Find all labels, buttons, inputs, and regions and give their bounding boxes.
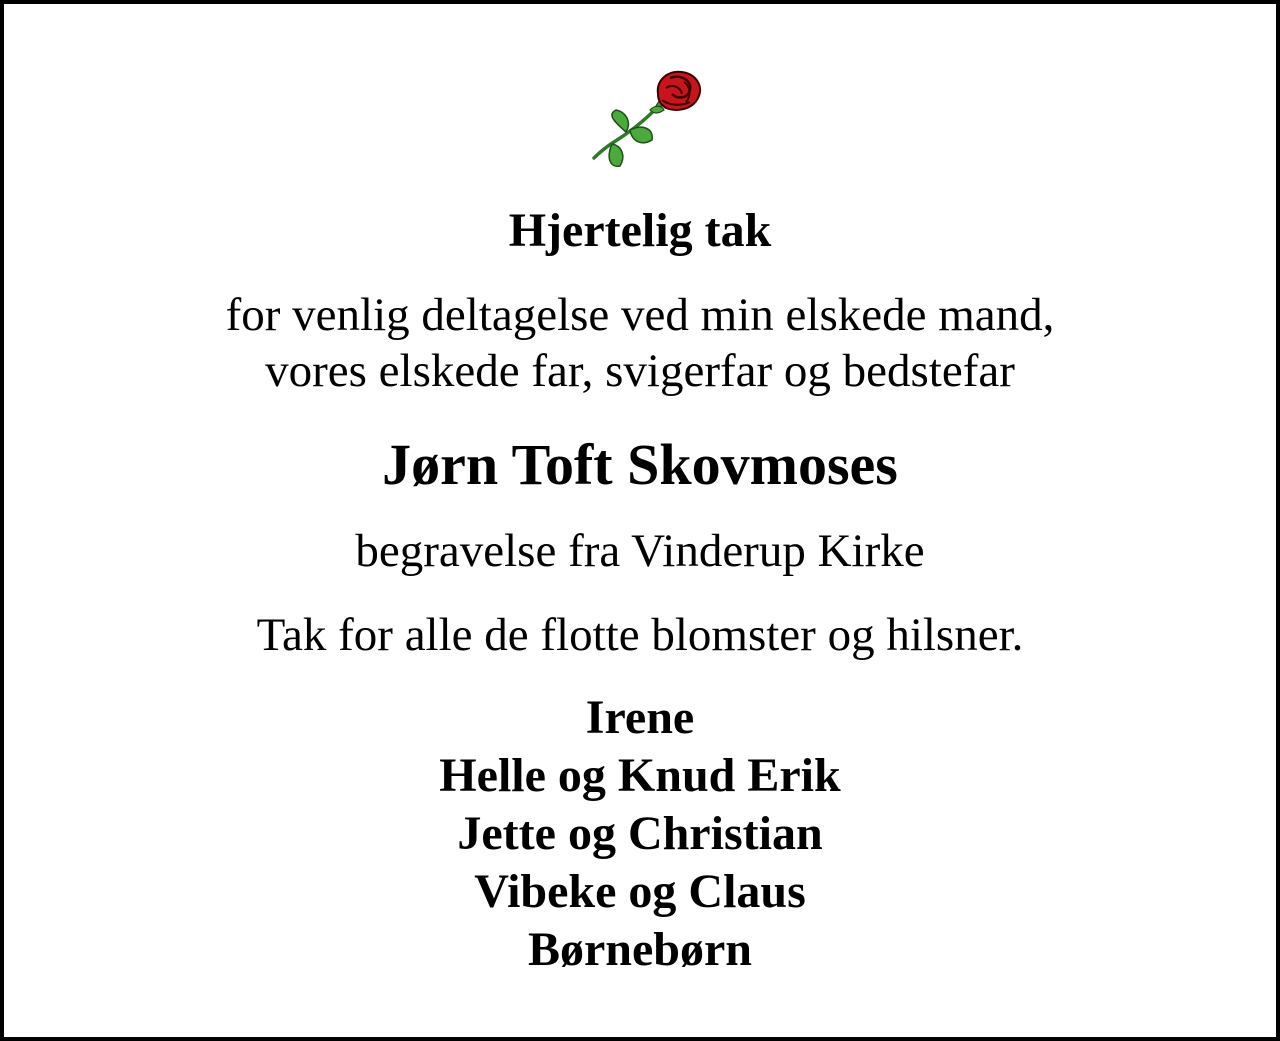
intro-line: for venlig deltagelse ved min elskede mand, <box>225 289 1055 341</box>
signers-list <box>4 689 1276 979</box>
deceased-name: Jørn Toft Skovmoses <box>382 432 898 497</box>
thanks-text: Tak for alle de flotte blomster og hilsner. <box>256 609 1024 661</box>
notice-heading: Hjertelig tak <box>508 204 772 257</box>
intro-text <box>4 287 1276 399</box>
red-rose-icon <box>586 66 706 176</box>
intro-line: vores elskede far, svigerfar og bedstefar <box>265 345 1015 397</box>
signer-name: Irene <box>585 691 695 744</box>
signer-name: Helle og Knud Erik <box>439 749 841 802</box>
signer-name: Børnebørn <box>527 923 752 976</box>
signer-name: Jette og Christian <box>457 807 823 860</box>
funeral-location: begravelse fra Vinderup Kirke <box>355 525 925 577</box>
signer-name: Vibeke og Claus <box>474 865 806 918</box>
